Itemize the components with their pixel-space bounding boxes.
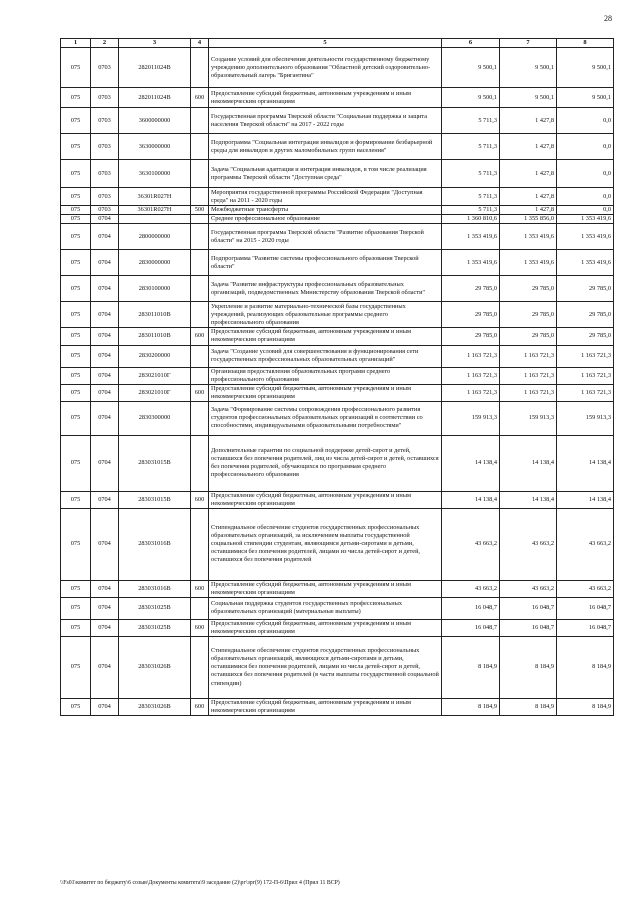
amount-cell: 9 500,1: [500, 48, 557, 88]
gk-cell: 075: [61, 345, 91, 367]
gk-cell: 075: [61, 597, 91, 619]
section-code-cell: 0704: [91, 367, 119, 384]
gk-cell: 075: [61, 108, 91, 134]
target-article-cell: 3600000000: [119, 108, 191, 134]
amount-cell: 9 500,1: [442, 88, 500, 108]
gk-cell: 075: [61, 435, 91, 491]
description-cell: Дополнительные гарантии по социальной поддержке детей-сирот и детей, оставшихся без попечения родителей, лиц из числа детей-сирот и детей, оставшихся без попечения родителей, обучающихся по программам среднего профессионального образования: [209, 435, 442, 491]
table-row: [61, 48, 614, 88]
target-article-cell: 282011024В: [119, 88, 191, 108]
amount-cell: 1 163 721,3: [500, 367, 557, 384]
amount-cell: 29 785,0: [442, 276, 500, 302]
expense-type-cell: [191, 508, 209, 580]
target-article-cell: 3630000000: [119, 134, 191, 160]
section-code-cell: 0704: [91, 302, 119, 328]
section-code-cell: 0703: [91, 48, 119, 88]
amount-cell: 1 353 419,6: [557, 224, 614, 250]
section-code-cell: 0704: [91, 597, 119, 619]
table-header-row: [61, 39, 614, 48]
amount-cell: 9 500,1: [557, 48, 614, 88]
expense-type-cell: [191, 302, 209, 328]
section-code-cell: 0704: [91, 508, 119, 580]
amount-cell: 5 711,3: [442, 134, 500, 160]
column-header: 4: [191, 39, 209, 48]
gk-cell: 075: [61, 250, 91, 276]
gk-cell: 075: [61, 580, 91, 597]
table-row: [61, 215, 614, 224]
amount-cell: 1 353 419,6: [442, 250, 500, 276]
target-article-cell: 3630100000: [119, 160, 191, 188]
section-code-cell: 0703: [91, 108, 119, 134]
table-row: [61, 88, 614, 108]
amount-cell: 14 138,4: [557, 491, 614, 508]
section-code-cell: 0704: [91, 580, 119, 597]
amount-cell: 29 785,0: [557, 276, 614, 302]
gk-cell: 075: [61, 636, 91, 698]
column-header: 7: [500, 39, 557, 48]
expense-type-cell: 600: [191, 698, 209, 715]
amount-cell: 5 711,3: [442, 206, 500, 215]
section-code-cell: 0703: [91, 160, 119, 188]
table-row: [61, 636, 614, 698]
description-cell: Среднее профессиональное образование: [209, 215, 442, 224]
amount-cell: 43 663,2: [557, 508, 614, 580]
gk-cell: 075: [61, 698, 91, 715]
amount-cell: 9 500,1: [557, 88, 614, 108]
table-row: [61, 276, 614, 302]
section-code-cell: 0704: [91, 435, 119, 491]
section-code-cell: 0704: [91, 491, 119, 508]
table-row: [61, 224, 614, 250]
expense-type-cell: 600: [191, 580, 209, 597]
expense-type-cell: 600: [191, 328, 209, 345]
description-cell: Социальная поддержка студентов государственных профессиональных образовательных организаций (материальные выплаты): [209, 597, 442, 619]
target-article-cell: 283031025В: [119, 597, 191, 619]
expense-type-cell: 600: [191, 619, 209, 636]
expense-type-cell: 600: [191, 88, 209, 108]
amount-cell: 1 353 419,6: [500, 250, 557, 276]
section-code-cell: 0704: [91, 401, 119, 435]
expense-type-cell: [191, 367, 209, 384]
target-article-cell: 2830100000: [119, 276, 191, 302]
target-article-cell: 282011024В: [119, 48, 191, 88]
description-cell: Укрепление и развитие материально-технической базы государственных учреждений, реализующих образовательные программы среднего профессионального образования: [209, 302, 442, 328]
expense-type-cell: [191, 160, 209, 188]
table-row: [61, 134, 614, 160]
gk-cell: 075: [61, 224, 91, 250]
gk-cell: 075: [61, 215, 91, 224]
expense-type-cell: [191, 188, 209, 206]
amount-cell: 29 785,0: [442, 328, 500, 345]
amount-cell: 8 184,9: [557, 636, 614, 698]
section-code-cell: 0704: [91, 224, 119, 250]
gk-cell: 075: [61, 367, 91, 384]
amount-cell: 1 360 810,6: [442, 215, 500, 224]
amount-cell: 9 500,1: [500, 88, 557, 108]
column-header: 6: [442, 39, 500, 48]
expense-type-cell: 500: [191, 206, 209, 215]
description-cell: Предоставление субсидий бюджетным, автономным учреждениям и иным некоммерческим организациям: [209, 491, 442, 508]
description-cell: Создание условий для обеспечения деятельности государственному бюджетному учреждению дополнительного образования "Областной детский оздоровительно-образовательный лагерь "Бригантина": [209, 48, 442, 88]
description-cell: Задача "Развитие инфраструктуры профессиональных образовательных организаций, подведомственных Министерству образования Тверской области": [209, 276, 442, 302]
description-cell: Организация предоставления образовательных программ среднего профессионального образования: [209, 367, 442, 384]
column-header: 5: [209, 39, 442, 48]
target-article-cell: 283031016В: [119, 580, 191, 597]
amount-cell: 1 353 419,6: [500, 224, 557, 250]
amount-cell: 1 353 419,6: [557, 250, 614, 276]
target-article-cell: 2800000000: [119, 224, 191, 250]
expense-type-cell: [191, 401, 209, 435]
description-cell: Государственная программа Тверской области "Развитие образования Тверской области" на 2015 - 2020 годы: [209, 224, 442, 250]
target-article-cell: 283011010В: [119, 328, 191, 345]
table-row: [61, 367, 614, 384]
section-code-cell: 0703: [91, 188, 119, 206]
gk-cell: 075: [61, 276, 91, 302]
table-row: [61, 188, 614, 206]
amount-cell: 14 138,4: [500, 491, 557, 508]
target-article-cell: 283031016В: [119, 508, 191, 580]
table-row: [61, 491, 614, 508]
amount-cell: 8 184,9: [500, 698, 557, 715]
amount-cell: 1 355 856,0: [500, 215, 557, 224]
table-row: [61, 160, 614, 188]
amount-cell: 29 785,0: [557, 328, 614, 345]
amount-cell: 29 785,0: [500, 276, 557, 302]
amount-cell: 16 048,7: [442, 597, 500, 619]
expense-type-cell: [191, 435, 209, 491]
amount-cell: 1 353 419,6: [557, 215, 614, 224]
amount-cell: 1 163 721,3: [442, 384, 500, 401]
table-row: [61, 401, 614, 435]
description-cell: Задача "Формирование системы сопровождения профессионального развития студентов профессиональных образовательных организаций в соответствии со способностями, индивидуальными образовательными потребностями": [209, 401, 442, 435]
expense-type-cell: [191, 48, 209, 88]
expense-type-cell: 600: [191, 491, 209, 508]
target-article-cell: 36301R027Н: [119, 188, 191, 206]
gk-cell: 075: [61, 401, 91, 435]
target-article-cell: 2830000000: [119, 250, 191, 276]
table-row: [61, 580, 614, 597]
expense-type-cell: [191, 215, 209, 224]
description-cell: Стипендиальное обеспечение студентов государственных профессиональных образовательных организаций, являющихся детьми-сиротами и детьми, оставшимися без попечения родителей, лицами из числа детей-сирот и детей, оставшихся без попечения родителей (в части выплаты государственной социальной стипендии): [209, 636, 442, 698]
amount-cell: 29 785,0: [442, 302, 500, 328]
gk-cell: 075: [61, 384, 91, 401]
expense-type-cell: [191, 636, 209, 698]
amount-cell: 1 163 721,3: [557, 384, 614, 401]
target-article-cell: 283031026В: [119, 698, 191, 715]
target-article-cell: 36301R027Н: [119, 206, 191, 215]
amount-cell: 9 500,1: [442, 48, 500, 88]
amount-cell: 14 138,4: [557, 435, 614, 491]
description-cell: Мероприятия государственной программы Российской Федерации "Доступная среда" на 2011 - 2020 годы: [209, 188, 442, 206]
amount-cell: 14 138,4: [500, 435, 557, 491]
gk-cell: 075: [61, 302, 91, 328]
target-article-cell: 283021010Г: [119, 367, 191, 384]
target-article-cell: 283031015В: [119, 491, 191, 508]
gk-cell: 075: [61, 160, 91, 188]
gk-cell: 075: [61, 206, 91, 215]
target-article-cell: 283021010Г: [119, 384, 191, 401]
gk-cell: 075: [61, 619, 91, 636]
amount-cell: 159 913,3: [442, 401, 500, 435]
section-code-cell: 0704: [91, 384, 119, 401]
amount-cell: 0,0: [557, 188, 614, 206]
amount-cell: 8 184,9: [442, 698, 500, 715]
amount-cell: 1 163 721,3: [500, 384, 557, 401]
section-code-cell: 0704: [91, 619, 119, 636]
section-code-cell: 0704: [91, 698, 119, 715]
section-code-cell: 0704: [91, 345, 119, 367]
amount-cell: 16 048,7: [500, 619, 557, 636]
amount-cell: 159 913,3: [500, 401, 557, 435]
table-row: [61, 435, 614, 491]
column-header: 2: [91, 39, 119, 48]
gk-cell: 075: [61, 48, 91, 88]
amount-cell: 43 663,2: [557, 580, 614, 597]
expense-type-cell: [191, 224, 209, 250]
description-cell: Предоставление субсидий бюджетным, автономным учреждениям и иным некоммерческим организациям: [209, 384, 442, 401]
target-article-cell: 2830300000: [119, 401, 191, 435]
amount-cell: 1 427,8: [500, 160, 557, 188]
expense-type-cell: [191, 108, 209, 134]
target-article-cell: 2830200000: [119, 345, 191, 367]
amount-cell: 29 785,0: [500, 302, 557, 328]
amount-cell: 8 184,9: [557, 698, 614, 715]
target-article-cell: 283031015В: [119, 435, 191, 491]
amount-cell: 8 184,9: [500, 636, 557, 698]
amount-cell: 5 711,3: [442, 108, 500, 134]
table-row: [61, 108, 614, 134]
section-code-cell: 0704: [91, 276, 119, 302]
amount-cell: 1 163 721,3: [442, 345, 500, 367]
table-row: [61, 619, 614, 636]
gk-cell: 075: [61, 508, 91, 580]
expense-type-cell: [191, 250, 209, 276]
amount-cell: 1 427,8: [500, 206, 557, 215]
amount-cell: 1 353 419,6: [442, 224, 500, 250]
table-row: [61, 328, 614, 345]
description-cell: Предоставление субсидий бюджетным, автономным учреждениям и иным некоммерческим организациям: [209, 619, 442, 636]
column-header: 3: [119, 39, 191, 48]
description-cell: Подпрограмма "Развитие системы профессионального образования Тверской области": [209, 250, 442, 276]
target-article-cell: [119, 215, 191, 224]
section-code-cell: 0704: [91, 328, 119, 345]
amount-cell: 16 048,7: [557, 619, 614, 636]
table-row: [61, 597, 614, 619]
amount-cell: 16 048,7: [442, 619, 500, 636]
column-header: 1: [61, 39, 91, 48]
expense-type-cell: [191, 276, 209, 302]
amount-cell: 43 663,2: [442, 508, 500, 580]
target-article-cell: 283011010В: [119, 302, 191, 328]
file-path-footer: \\Fs01\комитет по бюджету\6 созыв\Документы комитета\9 заседание (2)\рг\зрг(9) 172-П-6\Прил 4 (Прил 11 ВСР): [60, 880, 340, 886]
amount-cell: 0,0: [557, 206, 614, 215]
amount-cell: 29 785,0: [557, 302, 614, 328]
section-code-cell: 0704: [91, 215, 119, 224]
table-row: [61, 384, 614, 401]
table-row: [61, 345, 614, 367]
expense-type-cell: 600: [191, 384, 209, 401]
description-cell: Межбюджетные трансферты: [209, 206, 442, 215]
amount-cell: 8 184,9: [442, 636, 500, 698]
gk-cell: 075: [61, 328, 91, 345]
target-article-cell: 283031026В: [119, 636, 191, 698]
table-row: [61, 508, 614, 580]
amount-cell: 0,0: [557, 134, 614, 160]
table-row: [61, 250, 614, 276]
amount-cell: 1 163 721,3: [557, 345, 614, 367]
section-code-cell: 0703: [91, 134, 119, 160]
table-row: [61, 206, 614, 215]
amount-cell: 29 785,0: [500, 328, 557, 345]
description-cell: Предоставление субсидий бюджетным, автономным учреждениям и иным некоммерческим организациям: [209, 580, 442, 597]
amount-cell: 1 427,8: [500, 134, 557, 160]
amount-cell: 43 663,2: [442, 580, 500, 597]
amount-cell: 16 048,7: [557, 597, 614, 619]
column-header: 8: [557, 39, 614, 48]
amount-cell: 1 163 721,3: [500, 345, 557, 367]
description-cell: Государственная программа Тверской области "Социальная поддержка и защита населения Тверской области" на 2017 - 2022 годы: [209, 108, 442, 134]
amount-cell: 5 711,3: [442, 160, 500, 188]
description-cell: Стипендиальное обеспечение студентов государственных профессиональных образовательных организаций, за исключением выплаты государственной социальной стипендии студентам, являющимся детьми-сиротами и детьми, оставшимися без попечения родителей, лицами из числа детей-сирот и детей, оставшихся без попечения родителей: [209, 508, 442, 580]
section-code-cell: 0703: [91, 206, 119, 215]
amount-cell: 0,0: [557, 108, 614, 134]
amount-cell: 1 163 721,3: [442, 367, 500, 384]
section-code-cell: 0703: [91, 88, 119, 108]
gk-cell: 075: [61, 188, 91, 206]
amount-cell: 16 048,7: [500, 597, 557, 619]
amount-cell: 14 138,4: [442, 435, 500, 491]
amount-cell: 159 913,3: [557, 401, 614, 435]
description-cell: Задача "Создание условий для совершенствования и функционирования сети государственных профессиональных образовательных организаций": [209, 345, 442, 367]
gk-cell: 075: [61, 491, 91, 508]
amount-cell: 5 711,3: [442, 188, 500, 206]
expense-type-cell: [191, 345, 209, 367]
amount-cell: 14 138,4: [442, 491, 500, 508]
description-cell: Задача "Социальная адаптация и интеграция инвалидов, в том числе реализация программы Тверской области "Доступная среда": [209, 160, 442, 188]
amount-cell: 1 163 721,3: [557, 367, 614, 384]
description-cell: Предоставление субсидий бюджетным, автономным учреждениям и иным некоммерческим организациям: [209, 88, 442, 108]
amount-cell: 0,0: [557, 160, 614, 188]
expense-type-cell: [191, 597, 209, 619]
description-cell: Предоставление субсидий бюджетным, автономным учреждениям и иным некоммерческим организациям: [209, 698, 442, 715]
description-cell: Предоставление субсидий бюджетным, автономным учреждениям и иным некоммерческим организациям: [209, 328, 442, 345]
budget-table: [60, 38, 614, 716]
amount-cell: 1 427,8: [500, 108, 557, 134]
gk-cell: 075: [61, 88, 91, 108]
amount-cell: 43 663,2: [500, 508, 557, 580]
amount-cell: 43 663,2: [500, 580, 557, 597]
page-number: 28: [604, 14, 612, 23]
section-code-cell: 0704: [91, 636, 119, 698]
description-cell: Подпрограмма "Социальная интеграция инвалидов и формирование безбарьерной среды для инвалидов и других маломобильных групп населения": [209, 134, 442, 160]
target-article-cell: 283031025В: [119, 619, 191, 636]
expense-type-cell: [191, 134, 209, 160]
amount-cell: 1 427,8: [500, 188, 557, 206]
gk-cell: 075: [61, 134, 91, 160]
section-code-cell: 0704: [91, 250, 119, 276]
table-row: [61, 698, 614, 715]
table-row: [61, 302, 614, 328]
